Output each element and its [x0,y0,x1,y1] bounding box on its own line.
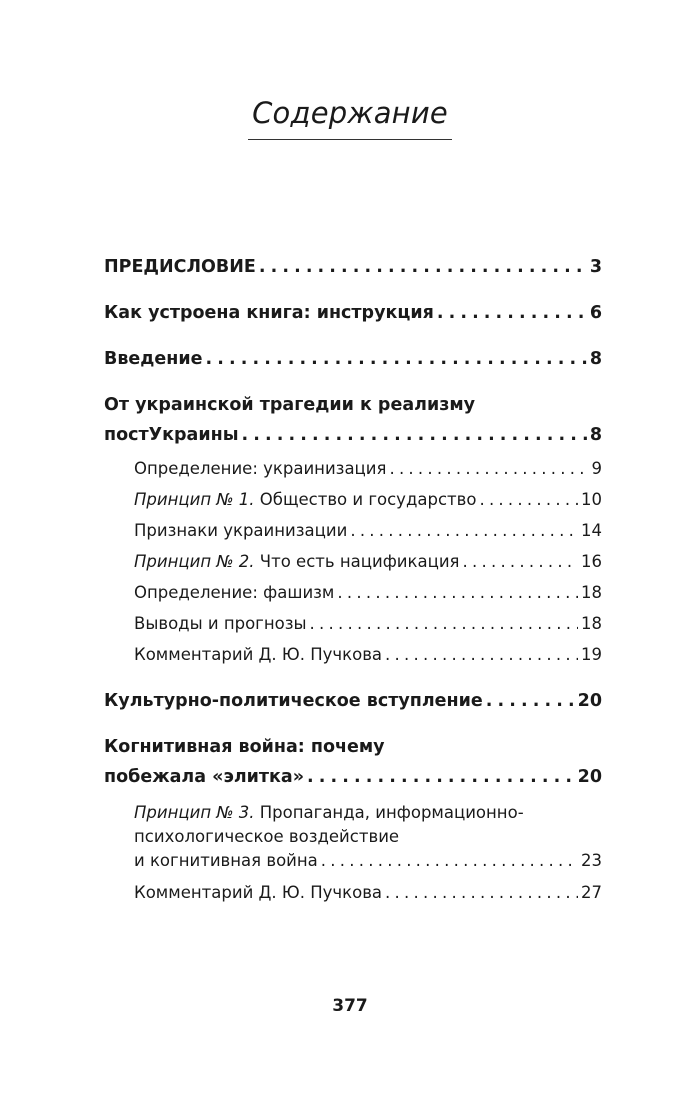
toc-entry-cultural-intro[interactable] [104,686,602,716]
toc-entry-page: 10 [581,490,602,509]
toc-entry-label: Комментарий Д. Ю. Пучкова [134,645,383,664]
toc-entry-label-line1: Пропаганда, информационно- [254,803,524,822]
toc-entry-label: Что есть нацификация [254,552,460,571]
page-number: 377 [332,996,368,1016]
toc-entry-label: Введение [104,349,203,369]
toc-entry-principle-label: Принцип № 1. [134,490,255,509]
leader-dots [385,639,578,670]
toc-entry-label: Культурно-политическое вступление [104,691,483,711]
toc-entry-commentary-2[interactable] [104,873,602,908]
toc-entry-instructions[interactable] [104,298,602,328]
toc-entry-principle-label: Принцип № 3. [134,803,255,822]
toc-entry-principle-3[interactable] [104,795,602,873]
toc-entry-page: 16 [581,552,602,571]
leader-dots [310,608,578,639]
leader-dots [385,877,578,908]
toc-entry-page: 23 [581,851,602,870]
toc-entry-label-line2: психологическое воздействие [134,827,400,846]
toc-entry-label: Определение: украинизация [134,459,387,478]
toc-entry-label: Общество и государство [254,490,477,509]
leader-dots [321,849,578,873]
leader-dots [350,515,578,546]
toc-entry-page: 6 [589,303,602,323]
toc-entry-ukrainization-definition[interactable] [104,453,602,484]
toc-entry-page: 19 [581,645,602,664]
toc-entry-label: Определение: фашизм [134,583,335,602]
toc-entry-page: 8 [589,425,602,445]
toc-entry-page: 8 [589,349,602,369]
toc-entry-label-line1: Когнитивная война: почему [104,737,385,757]
toc-entry-page: 9 [591,459,602,478]
page-title: Содержание [248,96,452,140]
toc-entry-page: 20 [577,691,602,711]
leader-dots [337,577,578,608]
toc-entry-label-line1: От украинской трагедии к реализму [104,395,476,415]
toc-entry-label: Выводы и прогнозы [134,614,307,633]
toc-entry-commentary-1[interactable] [104,639,602,670]
leader-dots [242,420,587,450]
toc-entry-principle-2[interactable] [104,546,602,577]
toc-entry-principle-label: Принцип № 2. [134,552,255,571]
heading-wrap [0,96,700,140]
toc-entry-label: и когнитивная война [134,851,318,870]
toc-entry-label: Комментарий Д. Ю. Пучкова [134,883,383,902]
toc-entry-introduction[interactable] [104,344,602,374]
leader-dots [259,252,587,282]
toc-entry-page: 27 [581,883,602,902]
toc-entry-label: постУкраины [104,425,239,445]
toc-entry-tragedy[interactable] [104,390,602,450]
toc-entry-fascism-definition[interactable] [104,577,602,608]
leader-dots [206,344,587,374]
toc-entry-cognitive-war[interactable] [104,732,602,792]
leader-dots [479,484,578,515]
toc-entry-page: 3 [589,257,602,277]
toc-entry-principle-1[interactable] [104,484,602,515]
toc-entry-page: 18 [581,614,602,633]
leader-dots [389,453,588,484]
toc-entry-page: 20 [577,767,602,787]
toc-entry-conclusions[interactable] [104,608,602,639]
toc-entry-label: ПРЕДИСЛОВИЕ [104,257,256,277]
toc-entry-label: побежала «элитка» [104,767,305,787]
leader-dots [462,546,578,577]
leader-dots [437,298,587,328]
toc-entry-ukrainization-signs[interactable] [104,515,602,546]
toc-entry-label: Как устроена книга: инструкция [104,303,434,323]
toc-entry-page: 14 [581,521,602,540]
leader-dots [486,686,575,716]
toc-entry-preface[interactable] [104,252,602,282]
toc-entry-page: 18 [581,583,602,602]
table-of-contents [104,252,602,908]
leader-dots [307,762,575,792]
toc-entry-label: Признаки украинизации [134,521,348,540]
